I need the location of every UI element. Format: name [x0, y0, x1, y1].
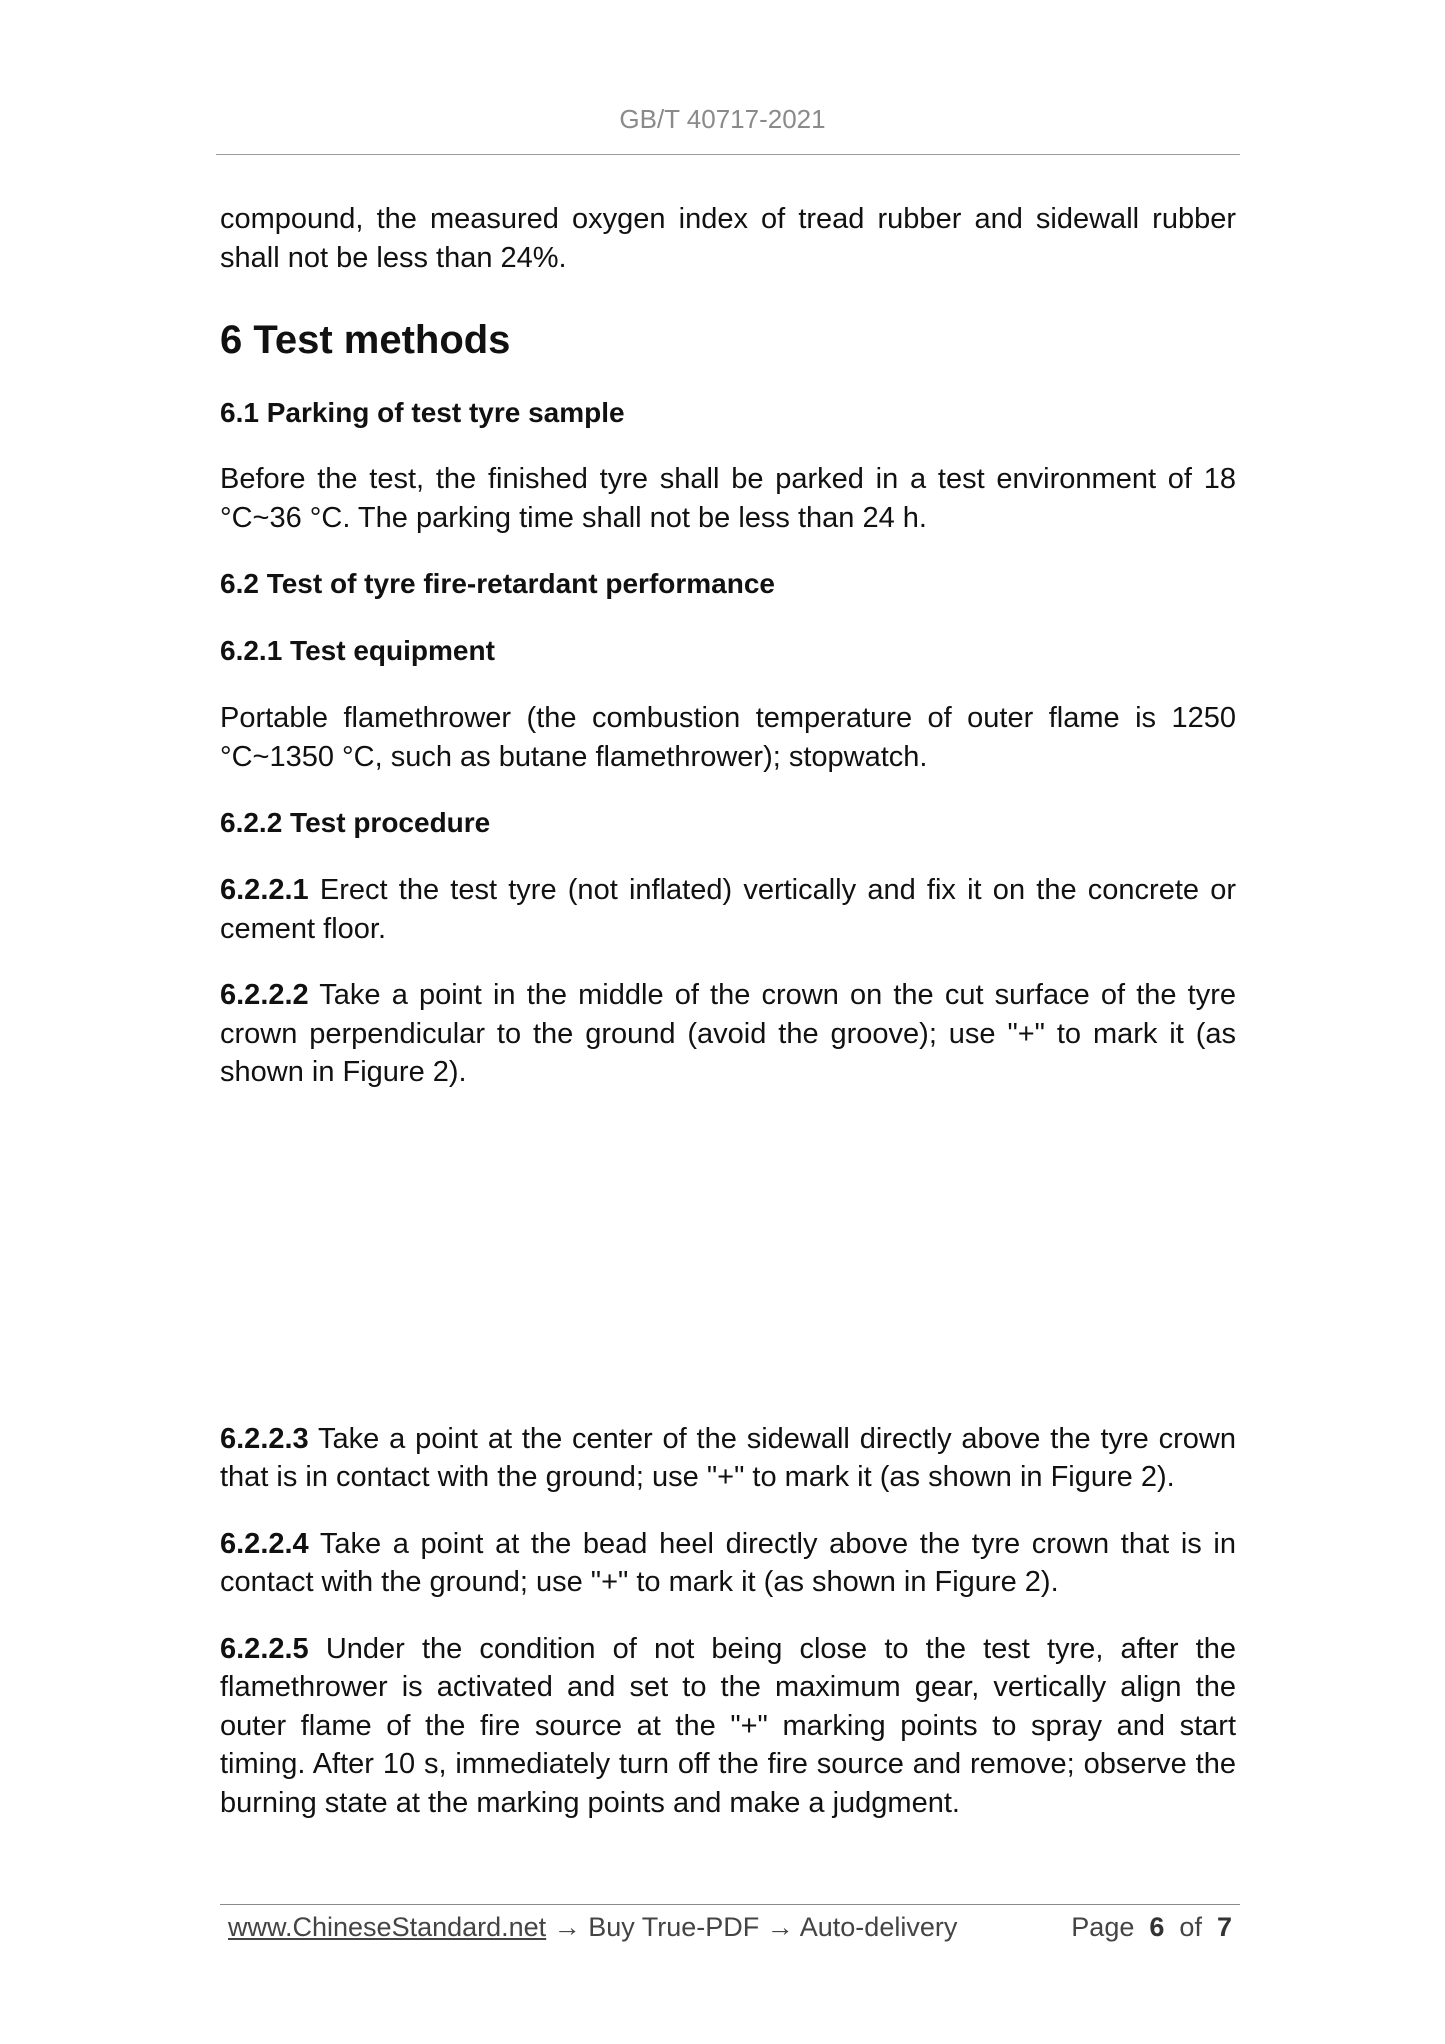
- arrow-right-icon: →: [759, 1912, 800, 1942]
- footer-promo: [228, 1908, 957, 1946]
- intro-paragraph: compound, the measured oxygen index of tread rubber and sidewall rubber shall not be less than 24%.: [220, 203, 1236, 274]
- clause-6-2-2-1: [220, 871, 1236, 948]
- clause-number: 6.2.2.4: [220, 1527, 309, 1560]
- arrow-right-icon: →: [546, 1912, 589, 1942]
- clause-6-2-2-2: [220, 976, 1236, 1092]
- clause-text: Erect the test tyre (not inflated) vertically and fix it on the concrete or cement floor.: [220, 874, 1236, 945]
- clause-text: Under the condition of not being close to the test tyre, after the flamethrower is activated and set to the maximum gear, vertically align the outer flame of the fire source at the "+" marking points to spray and start timing. After 10 s, immediately turn off the fire source and remove; observe the burning state at the marking points and make a judgment.: [220, 1632, 1236, 1819]
- page-label: Page: [1071, 1912, 1135, 1942]
- header-divider: [216, 154, 1240, 155]
- section-6-2-1-paragraph: Portable flamethrower (the combustion temperature of outer flame is 1250 °C~1350 °C, such as butane flamethrower); stopwatch.: [220, 702, 1236, 773]
- document-code-header: GB/T 40717-2021: [619, 104, 826, 134]
- page-number: 6: [1149, 1912, 1165, 1942]
- page-total: 7: [1216, 1912, 1232, 1942]
- clause-text: Take a point at the bead heel directly above the tyre crown that is in contact with the ground; use "+" to mark it (as shown in Figure 2).: [220, 1527, 1236, 1598]
- section-6-heading: 6 Test methods: [220, 318, 511, 362]
- clause-number: 6.2.2.3: [220, 1422, 309, 1455]
- clause-text: Take a point at the center of the sidewall directly above the tyre crown that is in contact with the ground; use "+" to mark it (as shown in Figure 2).: [220, 1422, 1236, 1493]
- clause-6-2-2-3: [220, 1420, 1236, 1497]
- clause-number: 6.2.2.1: [220, 874, 309, 906]
- website-link[interactable]: www.ChineseStandard.net: [228, 1912, 547, 1942]
- clause-number: 6.2.2.2: [220, 979, 309, 1011]
- clause-6-2-2-5: [220, 1630, 1236, 1823]
- auto-delivery-text: Auto-delivery: [799, 1912, 958, 1942]
- clause-number: 6.2.2.5: [220, 1632, 309, 1665]
- clause-6-2-2-4: [220, 1525, 1236, 1602]
- section-6-2-2-heading: 6.2.2 Test procedure: [220, 807, 491, 838]
- buy-pdf-text: Buy True-PDF: [588, 1912, 760, 1942]
- section-6-2-heading: 6.2 Test of tyre fire-retardant performance: [220, 568, 775, 599]
- figure-2-placeholder: [220, 1092, 1236, 1420]
- footer-divider: [220, 1904, 1240, 1905]
- of-label: of: [1179, 1912, 1202, 1942]
- page-indicator: [1071, 1908, 1232, 1946]
- section-6-2-1-heading: 6.2.1 Test equipment: [220, 635, 495, 666]
- clause-text: Take a point in the middle of the crown on the cut surface of the tyre crown perpendicular to the ground (avoid the groove); use "+" to mark it (as shown in Figure 2).: [220, 979, 1236, 1088]
- section-6-1-paragraph: Before the test, the finished tyre shall be parked in a test environment of 18 °C~36 °C. The parking time shall not be less than 24 h.: [220, 463, 1236, 534]
- section-6-1-heading: 6.1 Parking of test tyre sample: [220, 397, 625, 428]
- page-body: [220, 200, 1236, 1822]
